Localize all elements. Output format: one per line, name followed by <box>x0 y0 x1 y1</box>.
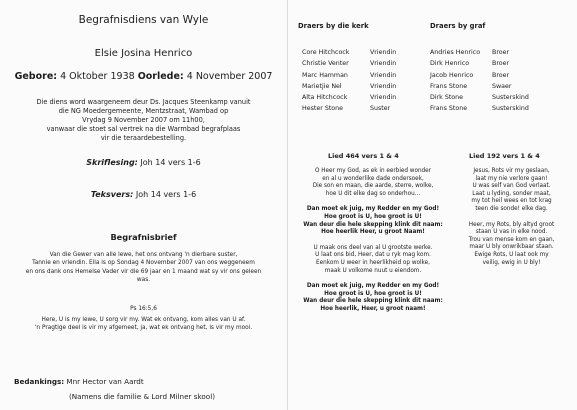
hymn-line: Hoe heerlik Heer, u groot Naam! <box>321 229 425 236</box>
bearer-row <box>430 92 550 103</box>
hymn-chorus <box>298 283 448 313</box>
bearer-name: Andries Henrico <box>430 49 481 56</box>
hymn-line: maar U bly onwrikbaar staan. <box>469 244 554 251</box>
funeral-letter-text <box>12 251 275 285</box>
bearer-relation: Susterskind <box>492 94 529 102</box>
hymn-line: Heer, my Rots, bly altyd groot <box>468 221 555 228</box>
scripture-reading-label: Skriflesing: <box>86 158 138 167</box>
bearer-relation: Broer <box>492 60 510 68</box>
hymn-line: Hoe groot is U, hoe groot is U! <box>324 213 422 220</box>
bearer-row <box>302 70 428 81</box>
text-verse-ref: Joh 14 vers 1-6 <box>135 190 197 199</box>
hymn-line: maak U volkome nuut u eiendom. <box>324 267 422 274</box>
hymn-line: Dan moet ek juig, my Redder en my God! <box>306 206 440 213</box>
hymn-line: staan U vas in elke nood. <box>475 229 548 236</box>
bearer-name: Dirk Stone <box>430 94 464 102</box>
psalm-reference: Ps 16:5,6 <box>130 306 157 312</box>
hymn-stanza <box>298 245 448 275</box>
bearer-relation: Vriendin <box>370 82 397 90</box>
hymn-2-title: Lied 192 vers 1 & 4 <box>469 152 540 160</box>
bearer-name: Marietjie Nel <box>302 82 342 90</box>
bearer-row <box>430 47 550 58</box>
funeral-letter-line: was. <box>136 277 151 284</box>
hymn-line: U laat ons bid, Heer, dat u ryk mag kom. <box>315 252 431 259</box>
service-detail-line: vir die teraardebestelling. <box>100 133 187 142</box>
bearer-relation: Vriendin <box>370 49 397 56</box>
birth-label: Gebore: <box>14 71 58 82</box>
hymn-line: laat my nie verlore gaan! <box>475 175 548 182</box>
hymn-line: Trou van mense kom en gaan, <box>468 236 555 243</box>
bearer-row <box>302 58 428 69</box>
service-detail-line: Die diens word waargeneem deur Ds. Jacques Steenkamp vanuit <box>36 98 251 106</box>
hymn-line: Laat u lyding, sonder maat, <box>472 190 551 197</box>
funeral-letter-title: Begrafnisbrief <box>110 232 177 242</box>
bearer-relation: Broer <box>492 71 510 79</box>
hymn-line: hoe U dit elke dag so onderhou... <box>325 190 421 197</box>
hymn-stanza <box>448 222 575 268</box>
scripture-reading <box>0 158 287 167</box>
hymn-line: Hoe groot is U, hoe groot is U! <box>324 290 422 297</box>
text-verse-label: Teksvers: <box>90 190 134 199</box>
hymn-line: my tot heil wees en tot krag <box>471 198 552 205</box>
bearer-row <box>430 103 550 114</box>
bearer-row <box>430 81 550 92</box>
bearer-relation: Broer <box>492 49 510 56</box>
hymn-1-text <box>298 168 448 322</box>
hymn-line: Wan deur die hele skepping klink dit naam: <box>303 298 443 305</box>
hymn-line: U maak ons deel van al U grootste werke. <box>313 244 433 251</box>
psalm-text <box>12 316 275 333</box>
thanks-label: Bedankings: <box>14 377 65 386</box>
hymn-line: Eenkom U weer in heerlikheid op wolke, <box>316 259 430 266</box>
hymn-line: Jesus, Rots vir my geslaan, <box>473 168 550 174</box>
service-detail-line: Vrydag 9 November 2007 om 11h00, <box>82 115 205 124</box>
funeral-letter-line: Tannie en vriendin. Ella is op Sondag 4 November 2007 van ons weggeneem <box>32 260 255 267</box>
bearer-relation: Susterskind <box>492 105 529 113</box>
thanks-name: Mnr Hector van Aardt <box>66 377 144 386</box>
church-bearers-list <box>302 47 428 115</box>
hymn-stanza <box>448 168 575 214</box>
bearer-name: Alta Hitchcock <box>302 94 348 102</box>
funeral-letter-line: Van die Gewer van alle lewe, het ons ontvang 'n dierbare suster, <box>49 252 238 258</box>
bearer-row <box>430 70 550 81</box>
church-bearers-title: Draers by die kerk <box>298 22 369 30</box>
text-verse <box>0 190 287 199</box>
bearer-name: Marc Hamman <box>302 71 348 79</box>
hymn-2-text <box>448 168 575 275</box>
bearer-relation: Swaer <box>492 82 512 90</box>
bearer-name: Frans Stone <box>430 105 468 113</box>
life-dates <box>0 71 287 82</box>
bearer-name: Core Hitchcock <box>302 49 350 56</box>
psalm-line: 'n Pragtige deel is vir my afgemeet, ja, wat ek ontvang het, is vir my mooi. <box>34 325 253 332</box>
hymn-line: Wan deur die hele skepping klink dit naam: <box>303 221 443 228</box>
service-title: Begrafnisdiens van Wyle <box>78 14 209 26</box>
death-label: Oorlede: <box>137 71 184 82</box>
service-details <box>12 98 275 143</box>
bearer-name: Dirk Henrico <box>430 60 470 68</box>
bearer-relation: Vriendin <box>370 71 397 79</box>
thanks-on-behalf: (Namens die familie & Lord Milner skool) <box>69 392 215 401</box>
right-panel <box>288 0 577 410</box>
birth-date: 4 Oktober 1938 <box>60 71 135 82</box>
bearer-row <box>430 58 550 69</box>
bearer-row <box>302 81 428 92</box>
grave-bearers-list <box>430 47 550 115</box>
hymn-line: Die son en maan, die aarde, sterre, wolke, <box>312 183 434 190</box>
hymn-stanza <box>298 168 448 198</box>
hymn-line: O Heer my God, as ek in eerbied wonder <box>314 168 431 174</box>
left-panel <box>0 0 288 410</box>
hymn-line: Dan moet ek juig, my Redder en my God! <box>306 283 440 290</box>
hymn-line: Ewige Rots, U laat ook my <box>474 251 549 258</box>
bearer-name: Hester Stone <box>302 105 344 113</box>
hymn-chorus <box>298 206 448 236</box>
scripture-reading-ref: Joh 14 vers 1-6 <box>140 158 201 167</box>
hymn-line: veilig, ewig in U bly! <box>482 259 541 266</box>
bearer-name: Christie Venter <box>302 60 349 68</box>
bearer-relation: Suster <box>370 105 391 113</box>
hymn-1-title: Lied 464 vers 1 & 4 <box>328 152 399 160</box>
bearer-name: Jacob Henrico <box>430 71 474 79</box>
service-detail-line: vanwaar die stoet sal vertrek na die Warmbad begrafplaas <box>46 124 241 133</box>
hymn-line: teen die sonde! elke dag. <box>475 205 548 212</box>
grave-bearers-title: Draers by graf <box>430 22 486 30</box>
acknowledgements <box>14 374 215 404</box>
bearer-row <box>302 92 428 103</box>
bearer-row <box>302 47 428 58</box>
bearer-relation: Vriendin <box>370 60 397 68</box>
death-date: 4 November 2007 <box>186 71 273 82</box>
bearer-name: Frans Stone <box>430 82 468 90</box>
service-detail-line: die NG Moedergemeente, Mentzstraat, Wambad op <box>58 106 229 115</box>
bearer-row <box>302 103 428 114</box>
psalm-line: Here, U is my lewe, U sorg vir my. Wat ek ontvang, kom alles van U af. <box>41 317 246 323</box>
hymn-line: Hoe heerlik, Heer, u groot naam! <box>320 305 426 312</box>
bearer-relation: Vriendin <box>370 94 397 102</box>
hymn-line: U was self van God verlaat. <box>472 183 551 190</box>
hymn-line: en al u wonderlike dade ondersoek, <box>322 175 424 182</box>
funeral-letter-line: en ons dank ons Hemelse Vader vir die 69 jaar en 1 maand wat sy vir ons geleen <box>25 268 262 275</box>
deceased-name: Elsie Josina Henrico <box>94 48 193 59</box>
